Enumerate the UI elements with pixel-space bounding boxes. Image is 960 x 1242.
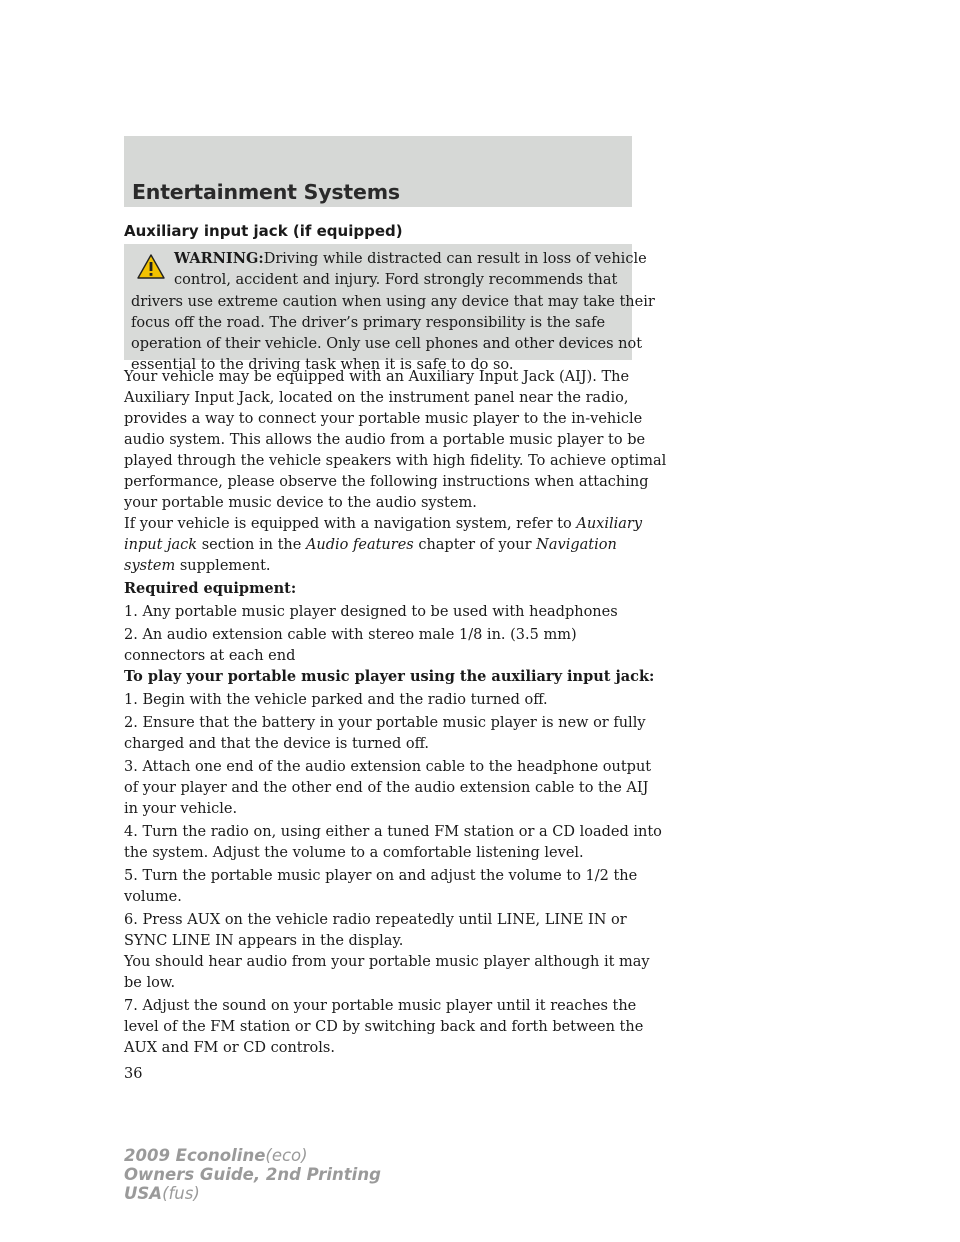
step-7-line-1: 7. Adjust the sound on your portable music player until it reaches the [124,998,637,1014]
step-6-line-1: 6. Press AUX on the vehicle radio repeatedly until LINE, LINE IN or [124,912,627,928]
step-4-line-2: the system. Adjust the volume to a comfortable listening level. [124,845,584,861]
step-7-line-3: AUX and FM or CD controls. [124,1040,335,1056]
step-5-line-2: volume. [124,889,182,905]
nav-ref-line-2: input jack section in the Audio features chapter of your Navigation [124,537,617,553]
step-1: 1. Begin with the vehicle parked and the radio turned off. [124,692,548,708]
required-item-2-line-2: connectors at each end [124,648,296,664]
required-item-1: 1. Any portable music player designed to be used with headphones [124,604,618,620]
step-2-line-2: charged and that the device is turned off. [124,736,429,752]
note-line-1: You should hear audio from your portable music player although it may [124,954,650,970]
nav-ref-line-3: system supplement. [124,558,271,574]
warning-label: WARNING: [174,250,264,267]
required-heading: Required equipment: [124,580,297,597]
step-3-line-1: 3. Attach one end of the audio extension cable to the headphone output [124,759,652,775]
step-3-line-2: of your player and the other end of the audio extension cable to the AIJ [124,780,649,796]
footer-market-line: USA(fus) [124,1184,200,1203]
step-2-line-1: 2. Ensure that the battery in your portable music player is new or fully [124,715,646,731]
steps-heading: To play your portable music player using the auxiliary input jack: [124,668,655,685]
step-6-line-2: SYNC LINE IN appears in the display. [124,933,404,949]
nav-ref-line-1: If your vehicle is equipped with a navigation system, refer to Auxiliary [124,516,643,532]
intro-line-1: Your vehicle may be equipped with an Auxiliary Input Jack (AIJ). The [124,369,630,385]
footer-model-line: 2009 Econoline(eco) [124,1146,308,1165]
step-4-line-1: 4. Turn the radio on, using either a tuned FM station or a CD loaded into [124,824,662,840]
warning-line-5: operation of their vehicle. Only use cell phones and other devices not [131,336,643,352]
intro-line-4: audio system. This allows the audio from a portable music player to be [124,432,646,448]
warning-line-6: essential to the driving task when it is safe to do so. [131,357,514,373]
warning-line-4: focus off the road. The driver’s primary responsibility is the safe [131,315,606,331]
intro-line-3: provides a way to connect your portable music player to the in-vehicle [124,411,643,427]
required-item-2-line-1: 2. An audio extension cable with stereo male 1/8 in. (3.5 mm) [124,627,577,643]
warning-line-1: WARNING:Driving while distracted can result in loss of vehicle [174,250,647,267]
step-7-line-2: level of the FM station or CD by switching back and forth between the [124,1019,644,1035]
warning-triangle-icon [137,254,165,279]
intro-line-7: your portable music device to the audio system. [124,495,477,511]
step-3-line-3: in your vehicle. [124,801,238,817]
footer-guide-line: Owners Guide, 2nd Printing [124,1165,381,1184]
warning-line-3: drivers use extreme caution when using any device that may take their [131,294,655,310]
intro-line-2: Auxiliary Input Jack, located on the instrument panel near the radio, [124,390,629,406]
subheading: Auxiliary input jack (if equipped) [124,222,403,240]
warning-line-2: control, accident and injury. Ford strongly recommends that [174,272,618,288]
intro-line-6: performance, please observe the following instructions when attaching [124,474,649,490]
section-title: Entertainment Systems [132,180,400,204]
intro-line-5: played through the vehicle speakers with high fidelity. To achieve optimal [124,453,667,469]
note-line-2: be low. [124,975,176,991]
page-number: 36 [124,1066,143,1082]
step-5-line-1: 5. Turn the portable music player on and adjust the volume to 1/2 the [124,868,638,884]
